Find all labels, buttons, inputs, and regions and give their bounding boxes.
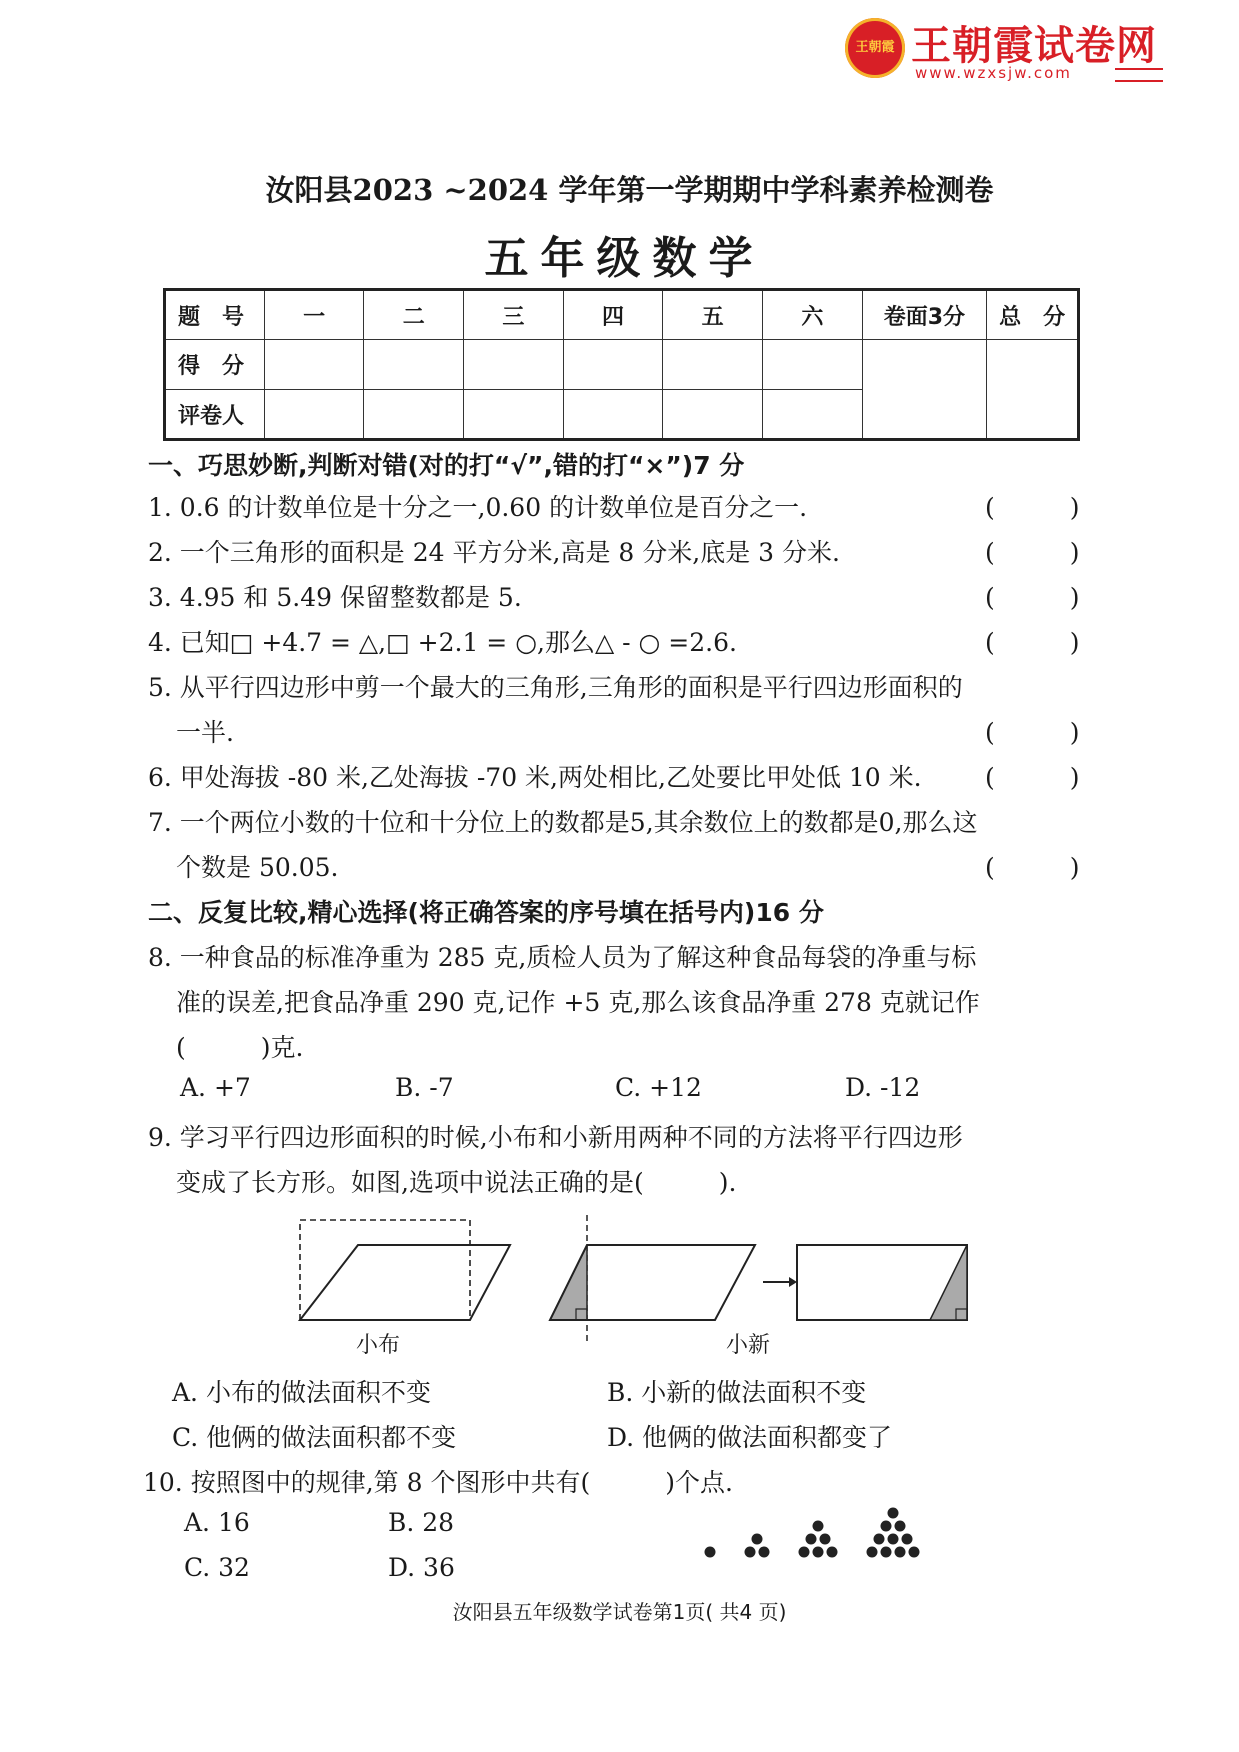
- dot-figure-4-point: [867, 1547, 878, 1558]
- section2-heading: 二、反复比较,精心选择(将正确答案的序号填在括号内)16 分: [148, 898, 824, 927]
- dot-figure-3-point: [799, 1547, 810, 1558]
- score-cell[interactable]: [364, 340, 464, 390]
- grader-cell[interactable]: [464, 390, 564, 440]
- score-cell[interactable]: [563, 340, 663, 390]
- answer-paren[interactable]: ( ): [985, 583, 1080, 612]
- row-label-question: 题 号: [165, 290, 265, 340]
- dot-figure-2-point: [745, 1547, 756, 1558]
- score-cell[interactable]: [464, 340, 564, 390]
- logo-decoration: [1115, 68, 1163, 82]
- col-total: 总 分: [987, 290, 1079, 340]
- xiaobu-figure: [290, 1215, 520, 1335]
- option-a: A. 16: [184, 1508, 250, 1537]
- option-d: D. 36: [388, 1553, 455, 1582]
- question-9: 9. 学习平行四边形面积的时候,小布和小新用两种不同的方法将平行四边形: [148, 1123, 963, 1152]
- dot-figure-3-point: [813, 1521, 824, 1532]
- question-2: 2. 一个三角形的面积是 24 平方分米,高是 8 分米,底是 3 分米.: [148, 538, 840, 567]
- option-d: D. 他俩的做法面积都变了: [607, 1423, 893, 1452]
- grader-cell[interactable]: [763, 390, 863, 440]
- score-cell[interactable]: [264, 340, 364, 390]
- option-d: D. -12: [845, 1073, 921, 1102]
- question-6: 6. 甲处海拔 -80 米,乙处海拔 -70 米,两处相比,乙处要比甲处低 10 米.: [148, 763, 922, 792]
- col-5: 五: [663, 290, 763, 340]
- neatness-score-cell[interactable]: [862, 340, 987, 440]
- option-b: B. -7: [395, 1073, 454, 1102]
- option-c: C. 32: [184, 1553, 250, 1582]
- question-4: 4. 已知□ +4.7 = △,□ +2.1 = ○,那么△ - ○ =2.6.: [148, 628, 737, 657]
- dot-figure-3-point: [827, 1547, 838, 1558]
- option-c: C. 他俩的做法面积都不变: [172, 1423, 457, 1452]
- exam-subtitle: 汝阳县2023 ~2024 学年第一学期期中学科素养检测卷: [265, 173, 994, 207]
- dot-figure-4-point: [881, 1547, 892, 1558]
- question-7: 7. 一个两位小数的十位和十分位上的数都是5,其余数位上的数都是0,那么这: [148, 808, 978, 837]
- dot-figure-4-point: [895, 1547, 906, 1558]
- question-8: 8. 一种食品的标准净重为 285 克,质检人员为了解这种食品每袋的净重与标: [148, 943, 977, 972]
- row-label-grader: 评卷人: [165, 390, 265, 440]
- dot-figure-4-point: [888, 1534, 899, 1545]
- dot-figure-3-point: [806, 1534, 817, 1545]
- col-3: 三: [464, 290, 564, 340]
- answer-paren[interactable]: ( ): [985, 538, 1080, 567]
- option-a: A. 小布的做法面积不变: [172, 1378, 431, 1407]
- answer-paren[interactable]: ( ): [985, 493, 1080, 522]
- page-footer: 汝阳县五年级数学试卷第1页( 共4 页): [452, 1600, 787, 1624]
- option-a: A. +7: [180, 1073, 251, 1102]
- xiaoxin-figure: [545, 1215, 975, 1345]
- col-neatness: 卷面3分: [862, 290, 987, 340]
- col-1: 一: [264, 290, 364, 340]
- logo-name: 王朝霞试卷网: [911, 23, 1157, 69]
- dot-patterns-figure: [700, 1490, 1020, 1560]
- dot-figure-2-point: [759, 1547, 770, 1558]
- caption-xiaobu: 小布: [356, 1333, 401, 1358]
- dot-figure-3-point: [813, 1547, 824, 1558]
- dashed-rectangle: [300, 1220, 470, 1320]
- total-score-cell[interactable]: [987, 340, 1079, 440]
- grader-cell[interactable]: [663, 390, 763, 440]
- seal-icon: 王朝霞: [845, 18, 905, 78]
- question-8-line2: 准的误差,把食品净重 290 克,记作 +5 克,那么该食品净重 278 克就记作: [176, 988, 980, 1017]
- score-cell[interactable]: [663, 340, 763, 390]
- col-4: 四: [563, 290, 663, 340]
- question-1: 1. 0.6 的计数单位是十分之一,0.60 的计数单位是百分之一.: [148, 493, 808, 522]
- dot-figure-4-point: [881, 1521, 892, 1532]
- answer-paren[interactable]: ( ): [985, 628, 1080, 657]
- score-table: [163, 288, 1080, 441]
- score-cell[interactable]: [763, 340, 863, 390]
- grader-cell[interactable]: [563, 390, 663, 440]
- dot-figure-1-point: [705, 1547, 716, 1558]
- question-7-cont: 个数是 50.05.: [176, 853, 339, 882]
- dot-figure-4-point: [909, 1547, 920, 1558]
- grader-cell[interactable]: [364, 390, 464, 440]
- col-2: 二: [364, 290, 464, 340]
- question-5-cont: 一半.: [176, 718, 234, 747]
- answer-paren[interactable]: ( ): [985, 718, 1080, 747]
- question-3: 3. 4.95 和 5.49 保留整数都是 5.: [148, 583, 522, 612]
- col-6: 六: [763, 290, 863, 340]
- dot-figure-3-point: [820, 1534, 831, 1545]
- caption-xiaoxin: 小新: [726, 1333, 771, 1358]
- dot-figure-4-point: [895, 1521, 906, 1532]
- dot-figure-4-point: [888, 1508, 899, 1519]
- arrow-head: [789, 1277, 797, 1287]
- row-label-score: 得 分: [165, 340, 265, 390]
- option-b: B. 小新的做法面积不变: [607, 1378, 867, 1407]
- parallelogram-shape: [300, 1245, 510, 1320]
- dot-figure-4-point: [874, 1534, 885, 1545]
- option-b: B. 28: [388, 1508, 455, 1537]
- logo-url: www.wzxsjw.com: [915, 64, 1072, 82]
- answer-paren[interactable]: ( ): [985, 763, 1080, 792]
- exam-title: 五年级数学: [484, 233, 765, 284]
- answer-paren[interactable]: ( ): [985, 853, 1080, 882]
- grader-cell[interactable]: [264, 390, 364, 440]
- question-8-line3: ( )克.: [176, 1033, 304, 1062]
- site-logo: [845, 12, 1165, 82]
- question-10: 10. 按照图中的规律,第 8 个图形中共有( )个点.: [143, 1468, 733, 1497]
- dot-figure-2-point: [752, 1534, 763, 1545]
- option-c: C. +12: [615, 1073, 702, 1102]
- question-9-line2: 变成了长方形。如图,选项中说法正确的是( ).: [176, 1168, 737, 1197]
- dot-figure-4-point: [902, 1534, 913, 1545]
- question-5: 5. 从平行四边形中剪一个最大的三角形,三角形的面积是平行四边形面积的: [148, 673, 963, 702]
- section1-heading: 一、巧思妙断,判断对错(对的打“√”,错的打“×”)7 分: [148, 451, 745, 480]
